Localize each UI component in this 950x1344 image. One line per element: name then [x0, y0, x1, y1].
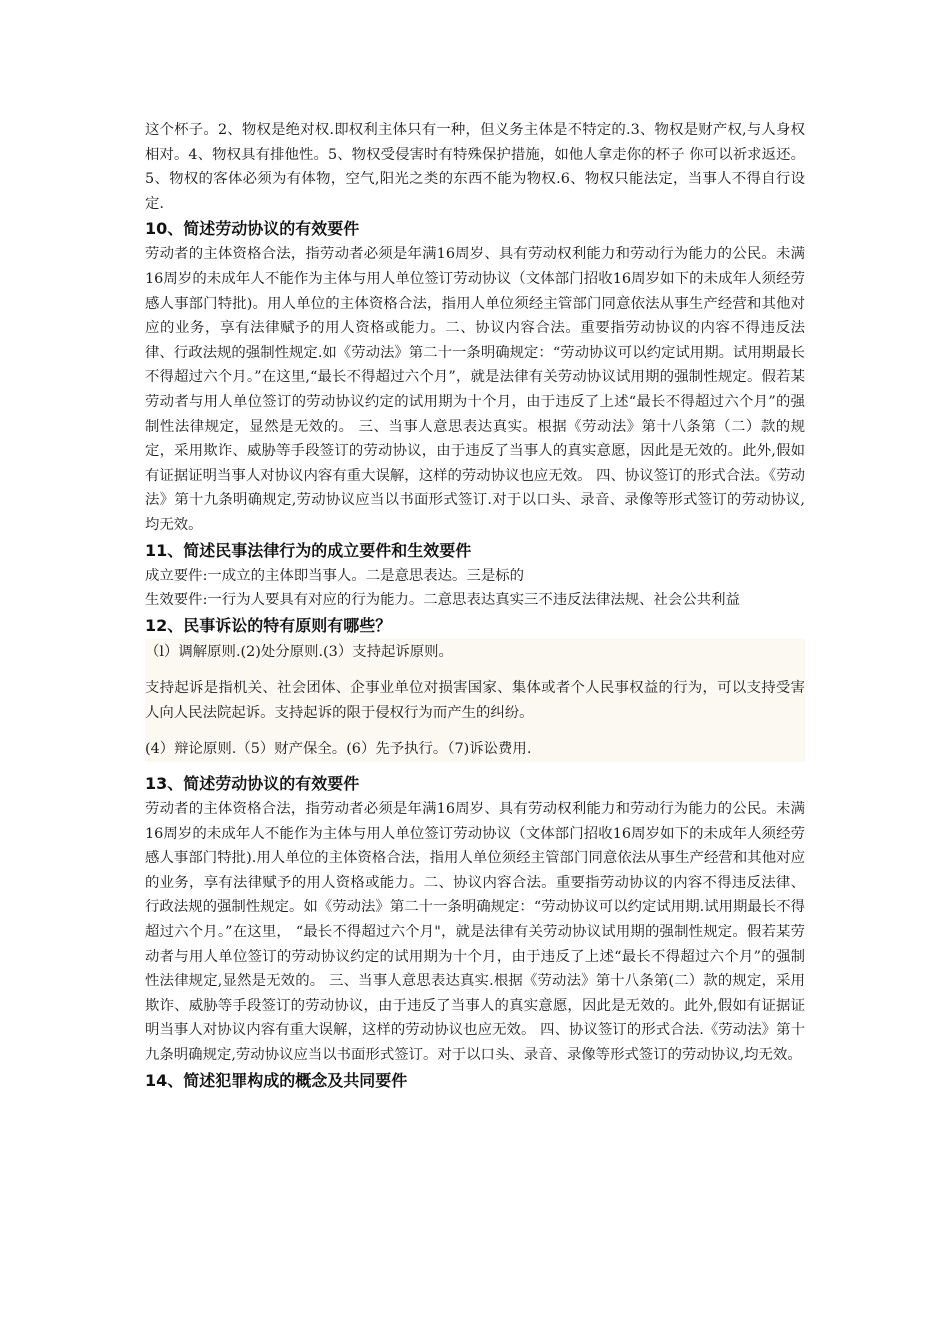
- document-page: [145, 118, 805, 1094]
- spacer: [145, 762, 805, 771]
- heading-q13: 13、简述劳动协议的有效要件: [145, 774, 360, 794]
- heading-q12: 12、民事诉讼的特有原则有哪些？: [145, 615, 392, 635]
- heading-q14: 14、简述犯罪构成的概念及共同要件: [145, 1070, 408, 1090]
- paragraph-q12-principles-1: （l）调解原则.(2)处分原则.(3）支持起诉原则。: [145, 639, 805, 665]
- shaded-spacer: [145, 664, 805, 676]
- paragraph-property-rights: 这个杯子。2、物权是绝对权.即权利主体只有一种，但义务主体是不特定的.3、物权是财产权,与人身权相对。4、物权具有排他性。5、物权受侵害时有特殊保护措施，如他人拿走你的杯子 你可以祈求返还。5、物权的客体必须为有体物，空气,阳光之类的东西不能为物权.6、物权只能法定，当事人不得自行设定.: [145, 122, 805, 212]
- heading-q11: 11、简述民事法律行为的成立要件和生效要件: [145, 540, 472, 560]
- paragraph-q11-validity: 生效要件:一行为人要具有对应的行为能力。二意思表达真实三不违反法律法规、社会公共利益: [145, 592, 740, 609]
- paragraph-q11-formation: 成立要件:一成立的主体即当事人。二是意思表达。三是标的: [145, 567, 525, 584]
- paragraph-q12-support-suit: 支持起诉是指机关、社会团体、企事业单位对损害国家、集体或者个人民事权益的行为，可以支持受害人向人民法院起诉。支持起诉的限于侵权行为而产生的纠纷。: [145, 676, 805, 725]
- shaded-spacer: [145, 725, 805, 737]
- paragraph-q12-principles-2: (4）辩论原则.（5）财产保全。(6）先予执行。（7)诉讼费用.: [145, 737, 805, 762]
- heading-q10: 10、简述劳动协议的有效要件: [145, 219, 360, 239]
- paragraph-q10-answer: 劳动者的主体资格合法，指劳动者必须是年满16周岁、具有劳动权利能力和劳动行为能力的公民。未满16周岁的未成年人不能作为主体与用人单位签订劳动协议（文体部门招收16周岁如下的未成年人须经劳感人事部门特批)。用人单位的主体资格合法，指用人单位须经主管部门同意依法从事生产经营和其他对应的业务，享有法律赋予的用人资格或能力。二、协议内容合法。重要指劳动协议的内容不得违反法律、行政法规的强制性规定.如《劳动法》第二十一条明确规定：“劳动协议可以约定试用期。试用期最长不得超过六个月。”在这里,“最长不得超过六个月”，就是法律有关劳动协议试用期的强制性规定。假若某劳动者与用人单位签订的劳动协议约定的试用期为十个月，由于违反了上述“最长不得超过六个月”的强制性法律规定，显然是无效的。 三、当事人意思表达真实。根据《劳动法》第十八条第（二）款的规定，采用欺诈、威胁等手段签订的劳动协议，由于违反了当事人的真实意愿，因此是无效的。此外,假如有证据证明当事人对协议内容有重大误解，这样的劳动协议也应无效。 四、协议签订的形式合法。《劳动法》第十九条明确规定,劳动协议应当以书面形式签订.对于以口头、录音、录像等形式签订的劳动协议,均无效。: [145, 246, 805, 533]
- paragraph-q13-answer: 劳动者的主体资格合法，指劳动者必须是年满16周岁、具有劳动权利能力和劳动行为能力的公民。未满16周岁的未成年人不能作为主体与用人单位签订劳动协议（文体部门招收16周岁如下的未成年人须经劳感人事部门特批).用人单位的主体资格合法，指用人单位须经主管部门同意依法从事生产经营和其他对应的业务，享有法律赋予的用人资格或能力。二、协议内容合法。重要指劳动协议的内容不得违反法律、行政法规的强制性规定。如《劳动法》第二十一条明确规定：“劳动协议可以约定试用期.试用期最长不得超过六个月。”在这里， “最长不得超过六个月"，就是法律有关劳动协议试用期的强制性规定。假若某劳动者与用人单位签订的劳动协议约定的试用期为十个月，由于违反了上述“最长不得超过六个月”的强制性法律规定,显然是无效的。 三、当事人意思表达真实.根据《劳动法》第十八条第(二）款的规定，采用欺诈、威胁等手段签订的劳动协议，由于违反了当事人的真实意愿，因此是无效的。此外,假如有证据证明当事人对协议内容有重大误解，这样的劳动协议也应无效。 四、协议签订的形式合法.《劳动法》第十九条明确规定,劳动协议应当以书面形式签订。对于以口头、录音、录像等形式签订的劳动协议,均无效。: [145, 801, 805, 1063]
